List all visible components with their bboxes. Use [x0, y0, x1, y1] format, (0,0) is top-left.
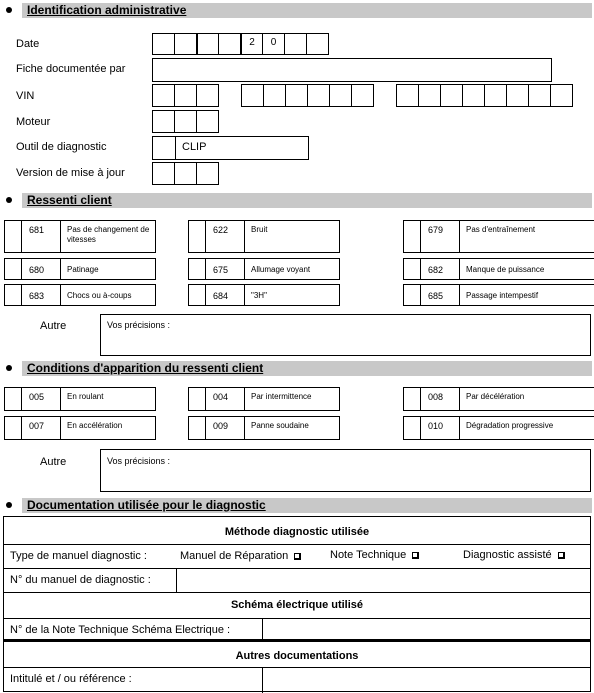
checkbox[interactable]	[403, 220, 421, 253]
char-box[interactable]	[174, 84, 197, 107]
label-cell	[459, 220, 594, 253]
outil-field[interactable]	[175, 136, 309, 160]
option-diagnostic-assiste[interactable]	[463, 549, 564, 562]
char-box[interactable]	[263, 84, 286, 107]
date-label: Date	[16, 38, 40, 50]
code-cell	[420, 416, 460, 440]
char-box[interactable]	[196, 33, 219, 55]
checkbox[interactable]	[4, 220, 22, 253]
code-value: 010	[428, 421, 444, 431]
label-cell	[244, 258, 340, 280]
label-cell	[60, 387, 156, 411]
checkbox[interactable]	[188, 220, 206, 253]
code-cell	[21, 284, 61, 306]
condition-label: Panne soudaine	[251, 421, 309, 430]
char-box[interactable]	[528, 84, 551, 107]
checkbox[interactable]	[403, 416, 421, 440]
documentation-table	[3, 516, 591, 692]
char-box[interactable]	[174, 33, 197, 55]
label-cell	[60, 284, 156, 306]
section-bullet	[6, 502, 12, 508]
checkbox[interactable]	[188, 284, 206, 306]
code-value: 009	[213, 421, 229, 431]
code-cell	[205, 220, 245, 253]
autre-label: Autre	[40, 456, 67, 468]
outil-checkbox[interactable]	[152, 136, 176, 160]
intitule-field[interactable]	[263, 668, 589, 691]
note-schema-field[interactable]	[263, 619, 589, 640]
checkbox[interactable]	[403, 387, 421, 411]
char-box[interactable]	[196, 162, 219, 185]
condition-label: Par décélération	[466, 392, 525, 401]
char-box[interactable]	[152, 162, 175, 185]
char-box[interactable]	[152, 110, 175, 133]
label-cell	[244, 284, 340, 306]
option-manuel-reparation[interactable]	[180, 550, 300, 563]
char-box[interactable]	[329, 84, 352, 107]
precisions-label: Vos précisions :	[107, 456, 171, 466]
label-cell	[244, 387, 340, 411]
char-value: 2	[249, 37, 255, 48]
checkbox[interactable]	[403, 258, 421, 280]
checkbox[interactable]	[188, 387, 206, 411]
option-label: Note Technique	[330, 549, 407, 561]
condition-label: "3H"	[251, 291, 267, 300]
moteur-label: Moteur	[16, 116, 51, 128]
numero-manuel-label: N° du manuel de diagnostic :	[10, 574, 151, 586]
condition-label: Manque de puissance	[466, 265, 545, 274]
checkbox[interactable]	[188, 416, 206, 440]
label-cell	[244, 416, 340, 440]
condition-label: En roulant	[67, 392, 104, 401]
autre-label: Autre	[40, 320, 67, 332]
code-value: 675	[213, 265, 229, 275]
code-cell	[420, 258, 460, 280]
code-value: 007	[29, 421, 45, 431]
char-box[interactable]	[174, 110, 197, 133]
char-box[interactable]	[418, 84, 441, 107]
condition-label: Dégradation progressive	[466, 421, 554, 430]
code-value: 681	[29, 225, 45, 235]
type-manuel-label: Type de manuel diagnostic :	[10, 550, 147, 562]
char-box[interactable]	[241, 84, 264, 107]
code-cell	[205, 284, 245, 306]
precisions-field[interactable]	[100, 449, 591, 492]
code-value: 684	[213, 291, 229, 301]
code-value: 004	[213, 392, 229, 402]
version-label: Version de mise à jour	[16, 167, 125, 179]
char-box[interactable]	[218, 33, 241, 55]
code-cell	[21, 258, 61, 280]
intitule-label: Intitulé et / ou référence :	[10, 673, 132, 685]
condition-label: Par intermittence	[251, 392, 312, 401]
label-cell	[60, 220, 156, 253]
condition-label: Bruit	[251, 225, 268, 234]
code-cell	[420, 284, 460, 306]
section-title-admin: Identification administrative	[27, 3, 187, 17]
code-cell	[420, 387, 460, 411]
code-cell	[21, 416, 61, 440]
char-box[interactable]	[196, 84, 219, 107]
condition-label: Pas d'entraînement	[466, 225, 536, 234]
code-value: 008	[428, 392, 444, 402]
char-box[interactable]	[306, 33, 329, 55]
vin-label: VIN	[16, 90, 35, 102]
code-value: 679	[428, 225, 444, 235]
precisions-field[interactable]	[100, 314, 591, 356]
code-cell	[420, 220, 460, 253]
section-bullet	[6, 365, 12, 371]
code-value: 680	[29, 265, 45, 275]
section-bullet	[6, 7, 12, 13]
checkbox[interactable]	[188, 258, 206, 280]
code-value: 005	[29, 392, 45, 402]
thick-divider	[4, 639, 590, 642]
condition-label: Pas de changement de vitesses	[67, 225, 150, 244]
char-box[interactable]	[240, 33, 263, 55]
outil-value: CLIP	[182, 141, 207, 153]
char-box[interactable]	[506, 84, 529, 107]
char-box[interactable]	[351, 84, 374, 107]
condition-label: Allumage voyant	[251, 265, 311, 274]
label-cell	[60, 416, 156, 440]
note-schema-label: N° de la Note Technique Schéma Electrique :	[10, 624, 231, 636]
code-cell	[21, 220, 61, 253]
option-note-technique[interactable]	[330, 549, 418, 562]
schema-title: Schéma électrique utilisé	[230, 599, 364, 611]
char-box[interactable]	[462, 84, 485, 107]
checkbox[interactable]	[4, 258, 22, 280]
char-box[interactable]	[174, 162, 197, 185]
precisions-label: Vos précisions :	[107, 320, 171, 330]
code-value: 685	[428, 291, 444, 301]
code-value: 622	[213, 225, 229, 235]
methode-title: Méthode diagnostic utilisée	[224, 526, 370, 538]
outil-label: Outil de diagnostic	[16, 141, 107, 153]
condition-label: Passage intempestif	[466, 291, 539, 300]
char-box[interactable]	[307, 84, 330, 107]
char-box[interactable]	[440, 84, 463, 107]
code-value: 683	[29, 291, 45, 301]
section-bullet	[6, 197, 12, 203]
label-cell	[244, 220, 340, 253]
checkbox[interactable]	[4, 416, 22, 440]
fiche-label: Fiche documentée par	[16, 63, 126, 75]
checkbox-icon[interactable]	[294, 553, 300, 559]
condition-label: Chocs ou à-coups	[67, 291, 132, 300]
checkbox[interactable]	[4, 387, 22, 411]
row-divider	[4, 544, 590, 545]
condition-label: En accélération	[67, 421, 123, 430]
code-cell	[205, 416, 245, 440]
section-title-conditions: Conditions d'apparition du ressenti client	[27, 361, 264, 375]
char-box[interactable]	[285, 84, 308, 107]
char-box[interactable]	[152, 33, 175, 55]
section-title-ressenti: Ressenti client	[27, 193, 112, 207]
char-value: 0	[270, 37, 277, 48]
label-cell	[459, 258, 594, 280]
option-label: Diagnostic assisté	[463, 549, 552, 561]
label-cell	[459, 387, 594, 411]
fiche-documentee-field[interactable]	[152, 58, 552, 82]
row-divider	[4, 592, 590, 593]
label-cell	[459, 416, 594, 440]
char-box[interactable]	[262, 33, 285, 55]
autres-title: Autres documentations	[235, 650, 359, 662]
numero-manuel-field[interactable]	[177, 569, 589, 592]
section-title-documentation: Documentation utilisée pour le diagnostic	[27, 498, 266, 512]
code-cell	[205, 387, 245, 411]
code-cell	[21, 387, 61, 411]
checkbox[interactable]	[403, 284, 421, 306]
char-box[interactable]	[484, 84, 507, 107]
label-cell	[60, 258, 156, 280]
checkbox-icon[interactable]	[558, 552, 564, 558]
checkbox[interactable]	[4, 284, 22, 306]
checkbox-icon[interactable]	[412, 552, 418, 558]
code-value: 682	[428, 265, 444, 275]
char-box[interactable]	[196, 110, 219, 133]
code-cell	[205, 258, 245, 280]
label-cell	[459, 284, 594, 306]
char-box[interactable]	[152, 84, 175, 107]
option-label: Manuel de Réparation	[180, 550, 289, 562]
char-box[interactable]	[284, 33, 307, 55]
condition-label: Patinage	[67, 265, 99, 274]
char-box[interactable]	[550, 84, 573, 107]
char-box[interactable]	[396, 84, 419, 107]
